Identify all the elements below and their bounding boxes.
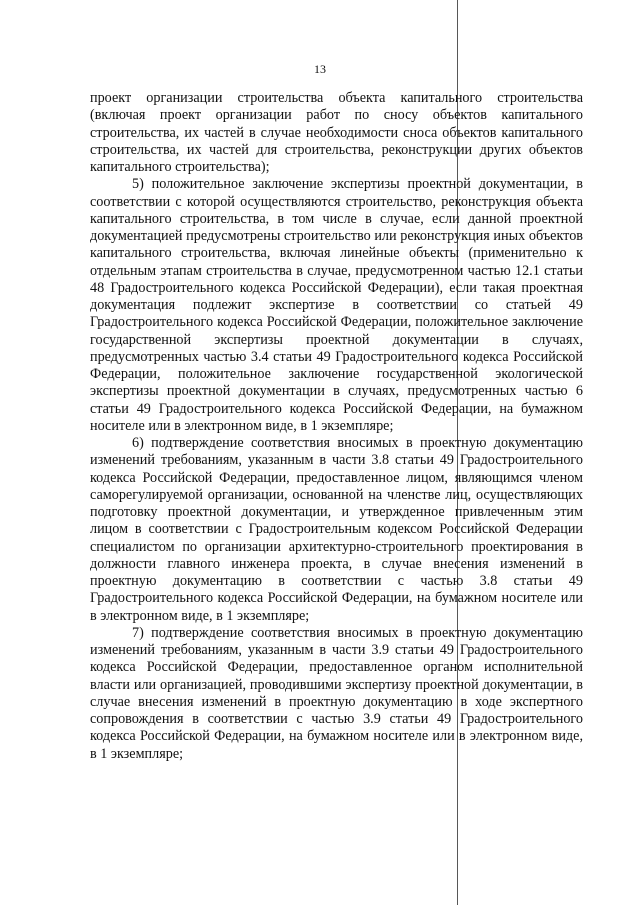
paragraph-item-7: 7) подтверждение соответствия вносимых в проектную документацию изменений требованиям, указанным в части 3.9 статьи 49 Градостроительного кодекса Российской Федерации, предоставленное органом исполнительной власти или организацией, проводившими экспертизу проектной документации, в случае внесения изменений в проектную документацию в ходе экспертного сопровождения в соответствии с частью 3.9 статьи 49 Градостроительного кодекса Российской Федерации, на бумажном носителе или в электронном виде, в 1 экземпляре; xyxy=(90,624,583,762)
page-number: 13 xyxy=(314,62,326,76)
paragraph-item-6: 6) подтверждение соответствия вносимых в проектную документацию изменений требованиям, указанным в части 3.8 статьи 49 Градостроительного кодекса Российской Федерации, предоставленное лицом, являющимся членом саморегулируемой организации, основанной на членстве лиц, осуществляющих подготовку проектной документации, и утвержденное привлеченным этим лицом в соответствии с Градостроительным кодексом Российской Федерации специалистом по организации архитектурно-строительного проектирования в должности главного инженера проекта, в случае внесения изменений в проектную документацию в соответствии с частью 3.8 статьи 49 Градостроительного кодекса Российской Федерации, на бумажном носителе или в электронном виде, в 1 экземпляре; xyxy=(90,435,583,624)
paragraph-item-5: 5) положительное заключение экспертизы проектной документации, в соответствии с которой осуществляются строительство, реконструкция объекта капитального строительства, в том числе в случае, если данной проектной документацией предусмотрены строительство или реконструкция иных объектов капитального строительства, включая линейные объекты (применительно к отдельным этапам строительства в случае, предусмотренном частью 12.1 статьи 48 Градостроительного кодекса Российской Федерации), если такая проектная документация подлежит экспертизе в соответствии со статьей 49 Градостроительного кодекса Российской Федерации, положительное заключение государственной экспертизы проектной документации в случаях, предусмотренных частью 3.4 статьи 49 Градостроительного кодекса Российской Федерации, положительное заключение государственной экологической экспертизы проектной документации в случаях, предусмотренных частью 6 статьи 49 Градостроительного кодекса Российской Федерации, на бумажном носителе или в электронном виде, в 1 экземпляре; xyxy=(90,176,583,434)
document-body xyxy=(90,90,583,763)
paragraph-project-organization: проект организации строительства объекта капитального строительства (включая проект организации работ по сносу объектов капитального строительства, их частей в случае необходимости сноса объектов капитального строительства, их частей для строительства, реконструкции других объектов капитального строительства); xyxy=(90,90,583,175)
